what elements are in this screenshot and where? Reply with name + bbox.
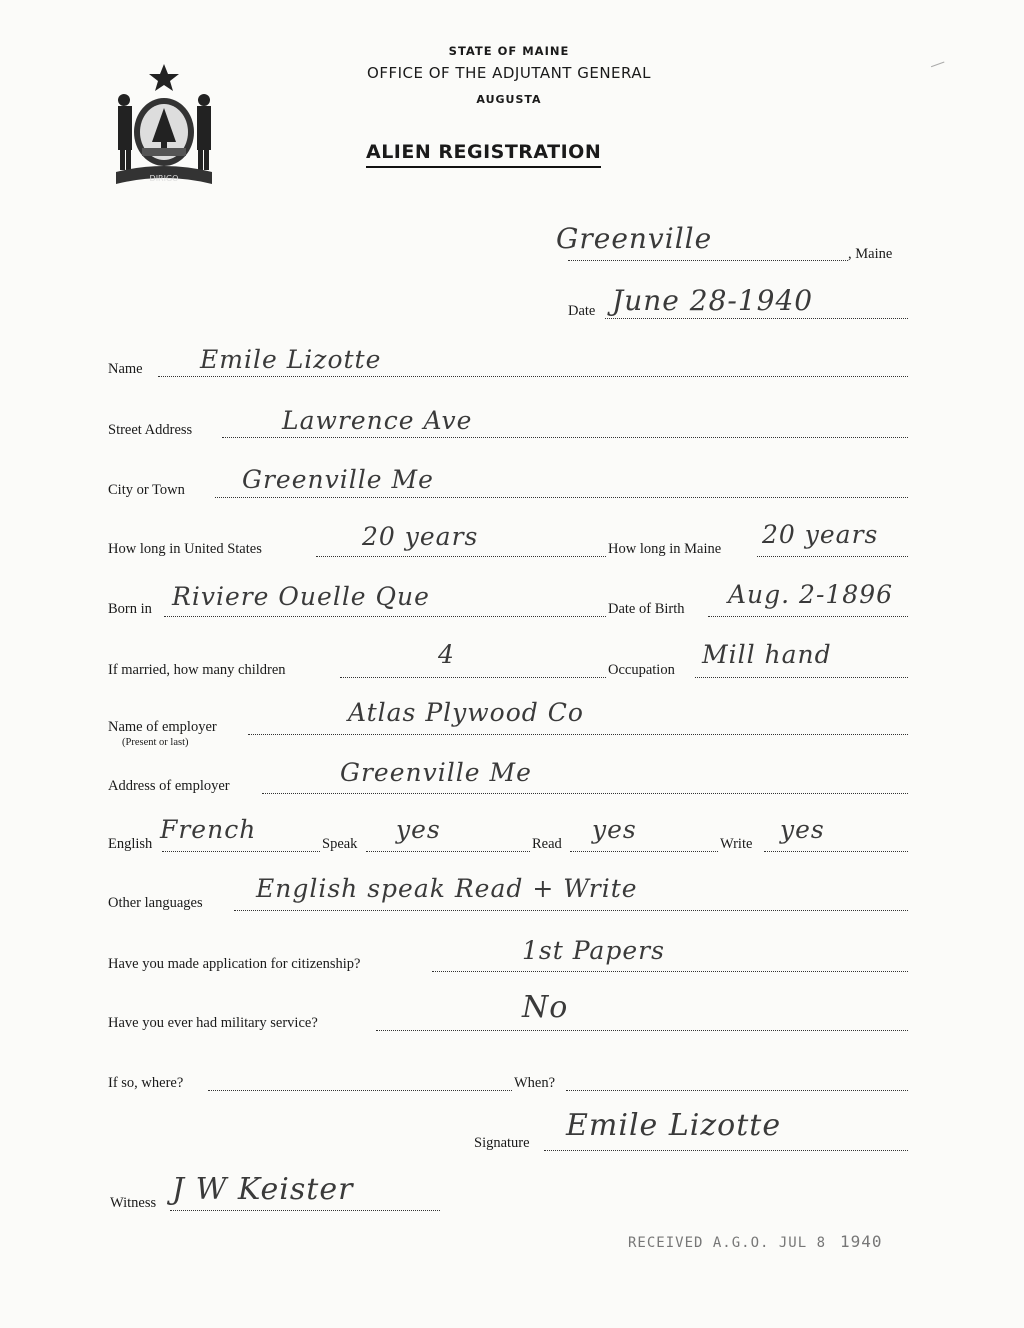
speak-line — [366, 851, 530, 852]
occupation-line — [695, 677, 908, 678]
witness-line — [170, 1210, 440, 1211]
maine-value: 20 years — [762, 520, 879, 549]
citizenship-value: 1st Papers — [522, 936, 665, 965]
maine-label: How long in Maine — [608, 541, 722, 557]
where-label: If so, where? — [108, 1075, 184, 1091]
name-line — [158, 376, 908, 377]
english-line — [162, 851, 320, 852]
read-value: yes — [592, 815, 637, 844]
read-line — [570, 851, 718, 852]
street-label: Street Address — [108, 422, 193, 438]
write-value: yes — [780, 815, 825, 844]
citizenship-line — [432, 971, 908, 972]
date-line — [605, 318, 908, 319]
town-line — [568, 260, 848, 261]
born-label: Born in — [108, 601, 152, 617]
occupation-label: Occupation — [608, 662, 675, 678]
signature-label: Signature — [474, 1135, 530, 1151]
us-line — [316, 556, 606, 557]
town-value: Greenville — [556, 222, 713, 255]
other-line — [234, 910, 908, 911]
citizenship-label: Have you made application for citizenship? — [108, 956, 361, 972]
write-label: Write — [720, 836, 753, 852]
city-label: City or Town — [108, 482, 185, 498]
date-label: Date — [568, 303, 596, 319]
street-line — [222, 437, 908, 438]
write-line — [764, 851, 908, 852]
other-label: Other languages — [108, 895, 203, 911]
employer-addr-label: Address of employer — [108, 778, 230, 794]
received-stamp-year: 1940 — [840, 1232, 883, 1251]
maine-line — [757, 556, 908, 557]
children-label: If married, how many children — [108, 662, 286, 678]
signature-line — [544, 1150, 908, 1151]
dob-label: Date of Birth — [608, 601, 685, 617]
children-line — [340, 677, 606, 678]
date-value: June 28-1940 — [612, 284, 814, 317]
city-heading: AUGUSTA — [476, 93, 542, 106]
employer-value: Atlas Plywood Co — [348, 698, 584, 727]
military-label: Have you ever had military service? — [108, 1015, 318, 1031]
military-line — [376, 1030, 908, 1031]
employer-line — [248, 734, 908, 735]
children-value: 4 — [438, 640, 455, 669]
speak-value: yes — [396, 815, 441, 844]
dob-value: Aug. 2-1896 — [728, 580, 894, 609]
when-label: When? — [514, 1075, 556, 1091]
name-value: Emile Lizotte — [200, 345, 382, 374]
city-value: Greenville Me — [242, 465, 434, 494]
form-title: ALIEN REGISTRATION — [366, 141, 601, 168]
employer-addr-value: Greenville Me — [340, 758, 532, 787]
name-label: Name — [108, 361, 143, 377]
where-line — [208, 1090, 512, 1091]
street-value: Lawrence Ave — [282, 406, 473, 435]
received-stamp-text: RECEIVED A.G.O. JUL 8 — [628, 1235, 827, 1251]
born-line — [164, 616, 606, 617]
signature-value: Emile Lizotte — [566, 1108, 782, 1143]
employer-label: Name of employer — [108, 719, 217, 735]
military-value: No — [522, 990, 569, 1025]
occupation-value: Mill hand — [702, 640, 832, 669]
when-line — [566, 1090, 908, 1091]
employer-sublabel: (Present or last) — [122, 737, 189, 748]
city-line — [215, 497, 908, 498]
english-label: English — [108, 836, 153, 852]
witness-value: J W Keister — [172, 1172, 354, 1207]
seal-motto: DIRIGO — [149, 174, 179, 183]
read-label: Read — [532, 836, 562, 852]
other-value: English speak Read + Write — [256, 874, 638, 903]
state-heading: STATE OF MAINE — [448, 44, 570, 58]
employer-addr-line — [262, 793, 908, 794]
dob-line — [708, 616, 908, 617]
office-heading: OFFICE OF THE ADJUTANT GENERAL — [367, 64, 651, 82]
us-value: 20 years — [362, 522, 479, 551]
speak-label: Speak — [322, 836, 358, 852]
witness-label: Witness — [110, 1195, 157, 1211]
received-stamp — [628, 1232, 883, 1251]
town-suffix: , Maine — [848, 246, 893, 262]
us-label: How long in United States — [108, 541, 262, 557]
english-value: French — [160, 815, 257, 844]
born-value: Riviere Ouelle Que — [172, 582, 430, 611]
